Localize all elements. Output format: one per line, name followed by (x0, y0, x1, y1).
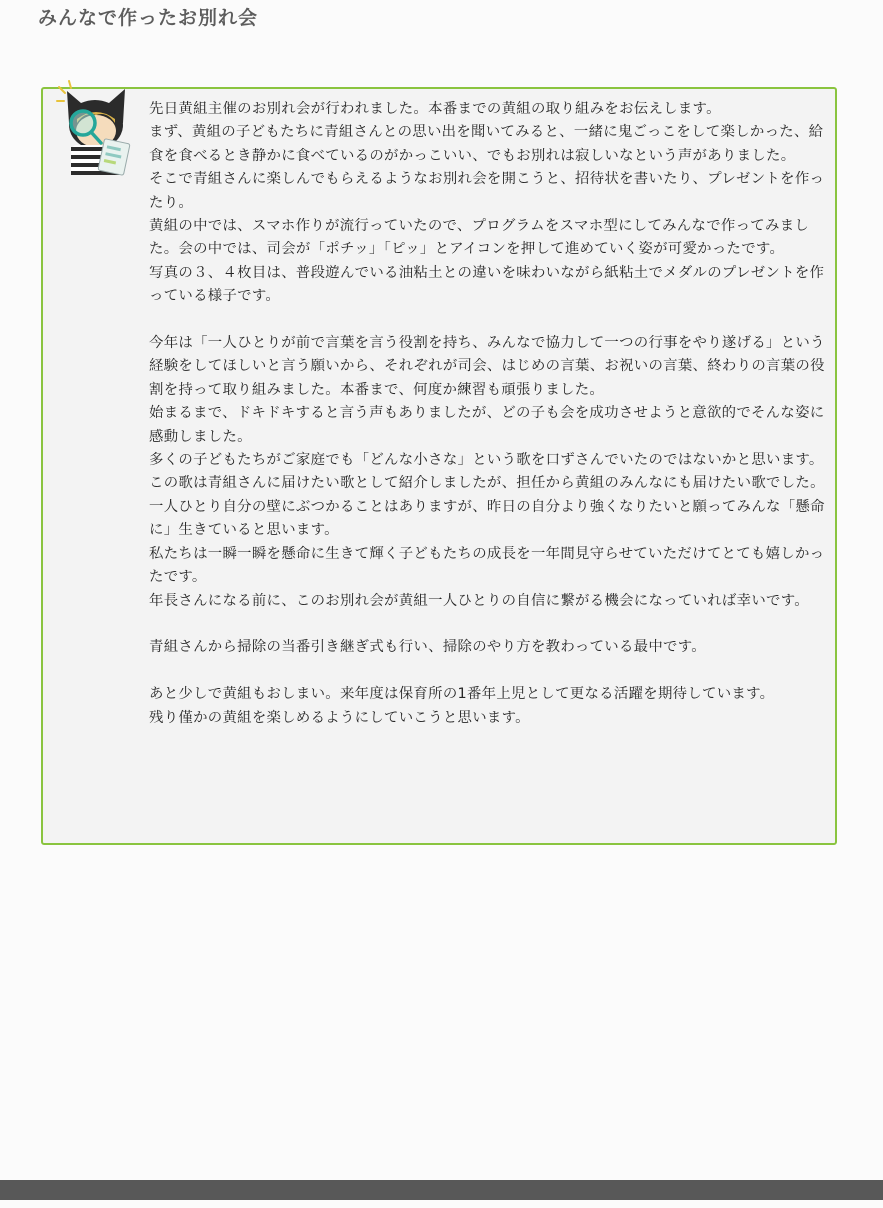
paragraph: 年長さんになる前に、このお別れ会が黄組一人ひとりの自信に繋がる機会になっていれば幸いです。 (149, 592, 809, 609)
page-title: みんなで作ったお別れ会 (38, 7, 259, 29)
paragraph: あと少しで黄組もおしまい。来年度は保育所の1番年上児として更なる活躍を期待しています。 (149, 686, 775, 703)
paragraph: 多くの子どもたちがご家庭でも「どんな小さな」という歌を口ずさんでいたのではないかと思います。この歌は青組さんに届けたい歌として紹介しましたが、担任から黄組のみんなにも届けたい歌でした。 (149, 452, 825, 492)
paragraph: 今年は「一人ひとりが前で言葉を言う役割を持ち、みんなで協力して一つの行事をやり遂げる」という経験をしてほしいと言う願いから、それぞれが司会、はじめの言葉、お祝いの言葉、終わりの言葉の役割を持って取り組みました。本番まで、何度か練習も頑張りました。 (149, 335, 825, 398)
paragraph: 写真の３、４枚目は、普段遊んでいる油粘土との違いを味わいながら紙粘土でメダルのプレゼントを作っている様子です。 (149, 264, 825, 305)
paragraph-gap (149, 660, 825, 683)
paragraph: 残り僅かの黄組を楽しめるようにしていこうと思います。 (149, 709, 530, 726)
paragraph: 一人ひとり自分の壁にぶつかることはありますが、昨日の自分より強くなりたいと願ってみんな「懸命に」生きていると思います。 (149, 498, 825, 539)
paragraph: 始まるまで、ドキドキすると言う声もありましたが、どの子も会を成功させようと意欲的でそんな姿に感動しました。 (149, 405, 825, 445)
paragraph: そこで青組さんに楽しんでもらえるようなお別れ会を開こうと、招待状を書いたり、プレゼントを作ったり。 (149, 171, 825, 211)
paragraph: 先日黄組主催のお別れ会が行われました。本番までの黄組の取り組みをお伝えします。 (149, 101, 721, 117)
paragraph-gap (149, 309, 825, 332)
cat-with-magnifying-glass-icon (55, 79, 135, 179)
paragraph: 黄組の中では、スマホ作りが流行っていたので、プログラムをスマホ型にしてみんなで作ってみました。会の中では、司会が「ポチッ」「ピッ」とアイコンを押して進めていく姿が可愛かったです。 (149, 218, 810, 258)
paragraph: 私たちは一瞬一瞬を懸命に生きて輝く子どもたちの成長を一年間見守らせていただけてとても嬉しかったです。 (149, 545, 825, 586)
paragraph-gap (149, 613, 825, 636)
notice-box (41, 87, 837, 845)
message-body (149, 98, 825, 730)
footer-bar (0, 1180, 883, 1200)
paragraph: 青組さんから掃除の当番引き継ぎ式も行い、掃除のやり方を教わっている最中です。 (149, 639, 706, 656)
paragraph: まず、黄組の子どもたちに青組さんとの思い出を聞いてみると、一緒に鬼ごっこをして楽しかった、給食を食べるとき静かに食べているのがかっこいい、でもお別れは寂しいなという声がありました。 (149, 124, 824, 164)
